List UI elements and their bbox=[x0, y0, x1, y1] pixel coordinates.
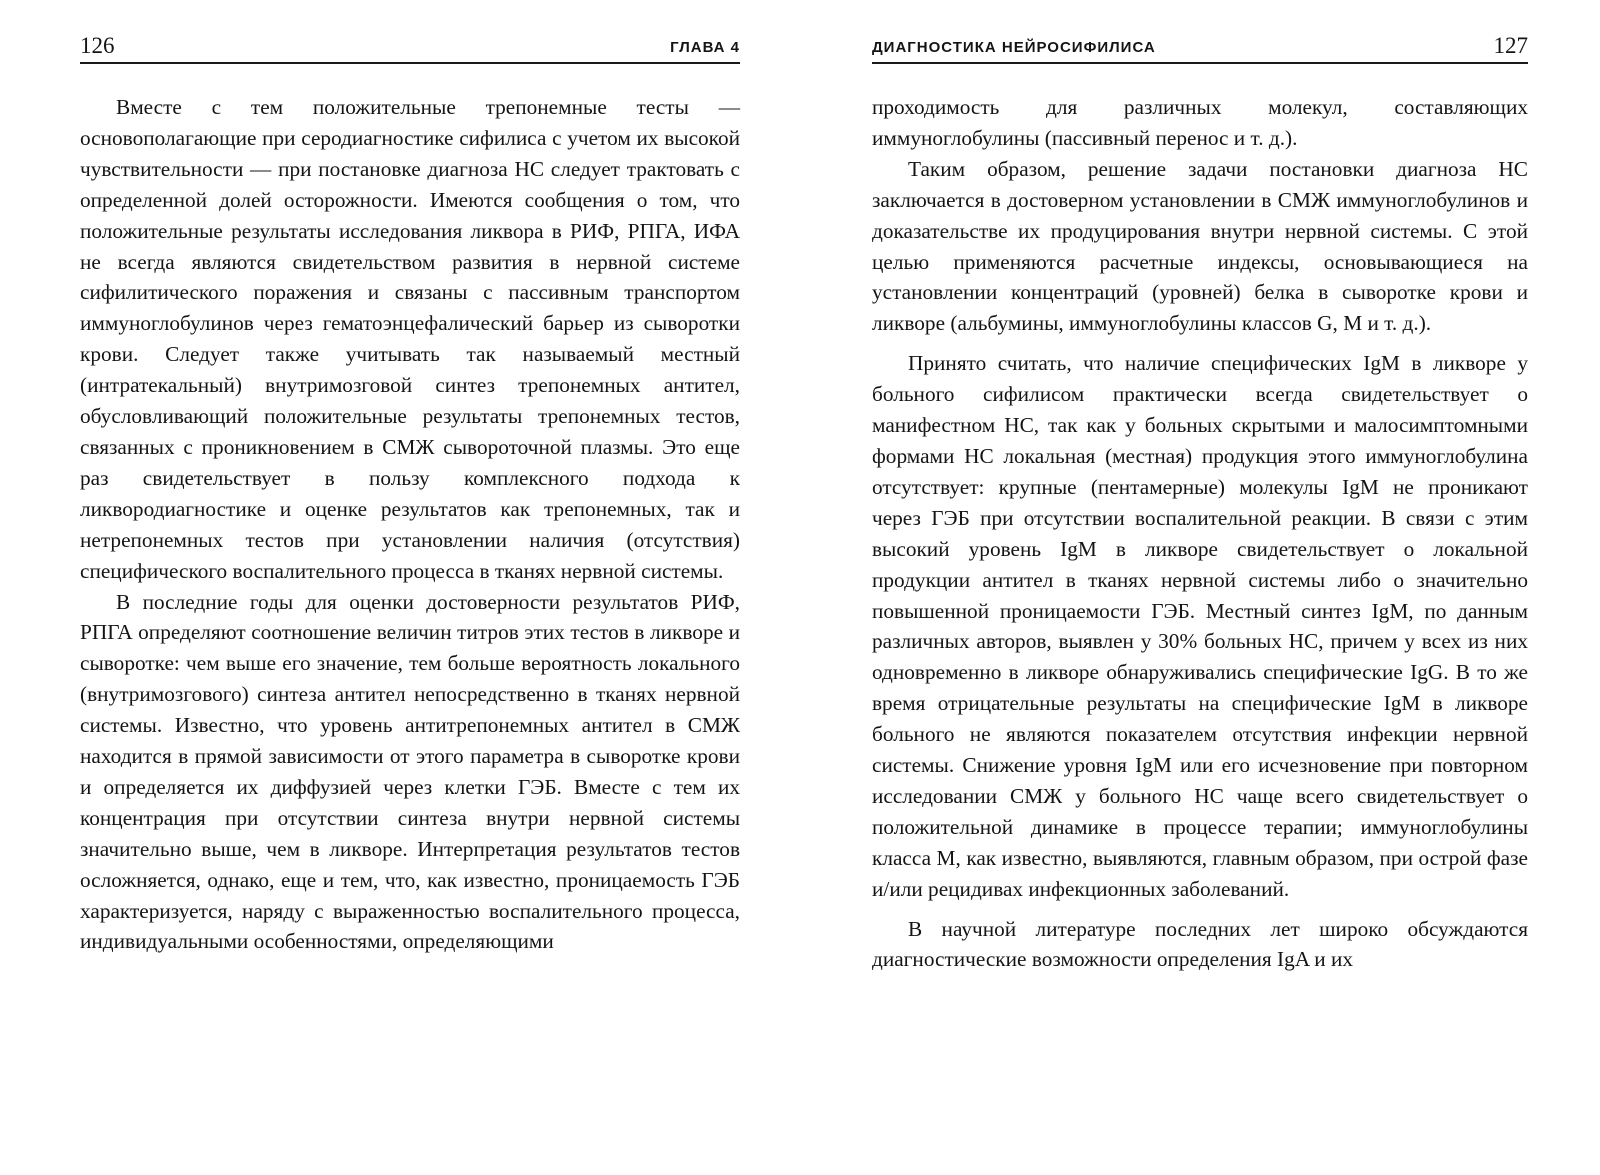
section-heading: ДИАГНОСТИКА НЕЙРОСИФИЛИСА bbox=[872, 39, 1156, 56]
right-running-head bbox=[872, 32, 1528, 64]
right-page-text bbox=[872, 92, 1528, 975]
left-page bbox=[80, 0, 740, 1175]
right-page bbox=[872, 0, 1528, 1175]
paragraph: Принято считать, что наличие специфических IgM в ликворе у больного сифилисом практически всегда свидетельствует о манифестном НС, так как у больных скрытыми и малосимптомными формами НС локальная (местная) продукция этого иммуноглобулина отсутствует: крупные (пентамерные) молекулы IgM не проникают через ГЭБ при отсутствии воспалительной реакции. В связи с этим высокий уровень IgM в ликворе свидетельствует о локальной продукции антител в тканях нервной системы либо о значительно повышенной проницаемости ГЭБ. Местный синтез IgM, по данным различных авторов, выявлен у 30% больных НС, причем у всех из них одновременно в ликворе обнаруживались специфические IgG. В то же время отрицательные результаты на специфические IgM в ликворе больного не являются показателем отсутствия инфекции нервной системы. Снижение уровня IgM или его исчезновение при повторном исследовании СМЖ у больного НС чаще всего свидетельствует о положительной динамике в процессе терапии; иммуноглобулины класса M, как известно, выявляются, главным образом, при острой фазе и/или рецидивах инфекционных заболеваний. bbox=[872, 351, 1528, 901]
page-number-right: 127 bbox=[1493, 33, 1528, 58]
left-page-text bbox=[80, 92, 740, 957]
paragraph: проходимость для различных молекул, составляющих иммуноглобулины (пассивный перенос и т. д.). bbox=[872, 95, 1528, 150]
paragraph: Вместе с тем положительные трепонемные тесты — основополагающие при серодиагностике сифилиса с учетом их высокой чувствительности — при постановке диагноза НС следует трактовать с определенной долей осторожности. Имеются сообщения о том, что положительные результаты исследования ликвора в РИФ, РПГА, ИФА не всегда являются свидетельством развития в нервной системе сифилитического поражения и связаны с пассивным транспортом иммуноглобулинов через гематоэнцефалический барьер из сыворотки крови. Следует также учитывать так называемый местный (интратекальный) внутримозговой синтез трепонемных антител, обусловливающий положительные результаты трепонемных тестов, связанных с проникновением в СМЖ сывороточной плазмы. Это еще раз свидетельствует в пользу комплексного подхода к ликвородиагностике и оценке результатов как трепонемных, так и нетрепонемных тестов при установлении наличия (отсутствия) специфического воспалительного процесса в тканях нервной системы. bbox=[80, 95, 740, 583]
left-running-head bbox=[80, 32, 740, 64]
chapter-heading: ГЛАВА 4 bbox=[670, 39, 740, 56]
page-number-left: 126 bbox=[80, 33, 115, 58]
paragraph: Таким образом, решение задачи постановки диагноза НС заключается в достоверном установлении в СМЖ иммуноглобулинов и доказательстве их продуцирования внутри нервной системы. С этой целью применяются расчетные индексы, основывающиеся на установлении концентраций (уровней) белка в сыворотке крови и ликворе (альбумины, иммуноглобулины классов G, M и т. д.). bbox=[872, 156, 1528, 336]
paragraph: В последние годы для оценки достоверности результатов РИФ, РПГА определяют соотношение величин титров этих тестов в ликворе и сыворотке: чем выше его значение, тем больше вероятность локального (внутримозгового) синтеза антител непосредственно в тканях нервной системы. Известно, что уровень антитрепонемных антител в СМЖ находится в прямой зависимости от этого параметра в сыворотке крови и определяется их диффузией через клетки ГЭБ. Вместе с тем их концентрация при отсутствии синтеза внутри нервной системы значительно выше, чем в ликворе. Интерпретация результатов тестов осложняется, однако, еще и тем, что, как известно, проницаемость ГЭБ характеризуется, наряду с выраженностью воспалительного процесса, индивидуальными особенностями, определяющими bbox=[80, 589, 740, 954]
paragraph: В научной литературе последних лет широко обсуждаются диагностические возможности определения IgA и их bbox=[872, 916, 1528, 972]
